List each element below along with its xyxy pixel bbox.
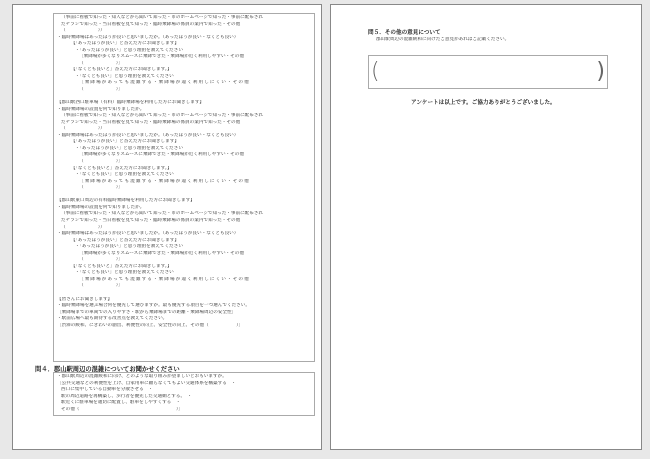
bracket-close: ) — [596, 59, 605, 84]
survey-line: ［乗降場が多くなりスムースに乗降できた・乗降場が近く利用しやすい・その他 — [79, 250, 244, 256]
survey-line: ［公共交通などの利便性を上げ、自家用車に頼らなくてもよい交通体系を構築する ・ — [57, 380, 236, 386]
survey-line: たチラシで知った・当日看板を見て知った・臨時乗降場の係員の案内で知った・その他 — [61, 21, 241, 27]
survey-line: 【「あったほうが良い」と答えた方にお聞きします】 — [71, 237, 179, 243]
survey-line: （ ）） — [61, 126, 105, 132]
survey-line: ・臨時乗降場を選ぶ場合何を優先して選びますか。最も優先する項目を一つ選んでください。 — [57, 303, 250, 309]
survey-line: ［乗降場があっても混雑する・乗降場が遠く利用しにくい・その他 — [79, 276, 250, 282]
survey-line: （ ）］ — [79, 185, 123, 191]
survey-line: ・「なくとも良い」と思う理由を教えてください — [75, 73, 174, 79]
survey-line: （ ）］ — [79, 159, 123, 165]
question-4-title: 問４．郡山駅周辺の混雑についてお聞かせください — [35, 366, 180, 373]
survey-line: （事前に看板で知った・知人などから聞いて知った・市のホームページで知った・事前に配布され — [61, 211, 264, 217]
survey-line: ・「なくとも良い」と思う理由を教えてください — [75, 270, 174, 276]
survey-line: たチラシで知った・当日看板を見て知った・臨時乗降場の係員の案内で知った・その他 — [61, 217, 241, 223]
survey-line: （ ）］ — [79, 283, 123, 289]
survey-line: 【「あったほうが良い」と答えた方にお聞きします】 — [71, 41, 179, 47]
survey-line: 【「なくとも良いと」答えた方にお聞きします。】 — [71, 263, 172, 269]
question-5-title: 問５．その他の意見について — [368, 30, 441, 36]
opinion-answer-box[interactable] — [368, 55, 608, 89]
survey-line: ・臨時乗降場の設置を何で知りましたか。 — [57, 204, 145, 210]
question-4-block — [53, 372, 315, 416]
survey-line: ・臨時乗降場はあったほうが良いと思いましたか。（あったほうが良い・なくとも良い） — [57, 132, 239, 138]
survey-line: （ ）］ — [79, 60, 123, 66]
survey-line: （ ）］ — [79, 257, 123, 263]
survey-line: ［乗降場が多くなりスムースに乗降できた・乗降場が近く利用しやすい・その他 — [79, 54, 244, 60]
survey-line: ・臨時乗降場はあったほうが良いと思いましたか。（あったほうが良い・なくとも良い） — [57, 231, 239, 237]
survey-line: 【郡山駅東口周辺の有料臨時乗降場を利用した方にお聞きします】 — [57, 198, 195, 204]
survey-page-1 — [12, 4, 322, 450]
survey-line: ・臨時乗降場はあったほうが良いと思いましたか。（あったほうが良い・なくとも良い） — [57, 34, 239, 40]
survey-line: たチラシで知った・当日看板を見て知った・臨時乗降場の係員の案内で知った・その他 — [61, 119, 241, 125]
survey-line: ［乗降場があっても混雑する・乗降場が遠く利用しにくい・その他 — [79, 80, 250, 86]
survey-line: 駅の周辺道路を再構築し、歩行者を優先した交通網とする。 ・ — [61, 393, 192, 399]
survey-line: （事前に看板で知った・知人などから聞いて知った・市のホームページで知った・事前に配布され — [61, 113, 264, 119]
survey-line: その他（ ）］ — [61, 406, 183, 412]
survey-line: ・郡山駅周辺の混雑緩和に向け、どのような取り組みが望ましいとおもいますか。 — [57, 374, 227, 379]
question-block — [53, 13, 315, 362]
survey-line: （ ）） — [61, 28, 105, 34]
closing-message: アンケートは以上です。ご協力ありがとうございました。 — [411, 100, 556, 106]
survey-line: ・「あったほうが良い」と思う理由を教えてください — [75, 47, 183, 53]
survey-line: ・「あったほうが良い」と思う理由を教えてください — [75, 145, 183, 151]
survey-line: 西口に集中している自動車を分散させる ・ — [61, 387, 153, 393]
survey-line: 【「なくとも良いと」答えた方にお聞きします。】 — [71, 67, 172, 73]
bracket-open: ( — [371, 59, 380, 84]
survey-line: （ ）） — [61, 224, 105, 230]
survey-line: 【「なくとも良いと」答えた方にお聞きします。】 — [71, 165, 172, 171]
survey-line: （事前に看板で知った・知人などから聞いて知った・市のホームページで知った・事前に配布され — [61, 15, 264, 20]
survey-line: ・駅前広場へ最も期待する改善点を教えてください。 — [57, 316, 168, 322]
survey-line: 【「あったほうが良い」と答えた方にお聞きします】 — [71, 139, 179, 145]
survey-line: ・「なくとも良い」と思う理由を教えてください — [75, 172, 174, 178]
question-5-text: 郡山駅周辺の混雑緩和に向けたご意見があればご記載ください。 — [376, 37, 510, 42]
survey-line: 【皆さんにお聞きします】 — [57, 296, 113, 302]
survey-line: ［乗降場があっても混雑する・乗降場が遠く利用しにくい・その他 — [79, 178, 250, 184]
survey-line: 【郡山駅西口駐車場（有料）臨時乗降場を利用した方にお聞きします】 — [57, 100, 205, 106]
survey-line: 駅近くに駐車場を適切に配置し、駐車をしやすくする ・ — [61, 400, 181, 406]
survey-line: ・臨時乗降場の設置を何で知りましたか。 — [57, 106, 145, 112]
survey-line: ・「あったほうが良い」と思う理由を教えてください — [75, 244, 183, 250]
survey-line: ［乗降場が多くなりスムースに乗降できた・乗降場が近く利用しやすい・その他 — [79, 152, 244, 158]
survey-page-2 — [330, 4, 642, 450]
survey-line: ［渋滞の緩和、にぎわいの創出、利便性の向上、安全性の向上、その他（ ）］ — [57, 322, 244, 328]
survey-line: （ ）］ — [79, 87, 123, 93]
survey-line: ［乗降場までの車両での入りやすさ・駅から乗降場までの距離・乗降場周辺の安全性］ — [57, 309, 237, 315]
